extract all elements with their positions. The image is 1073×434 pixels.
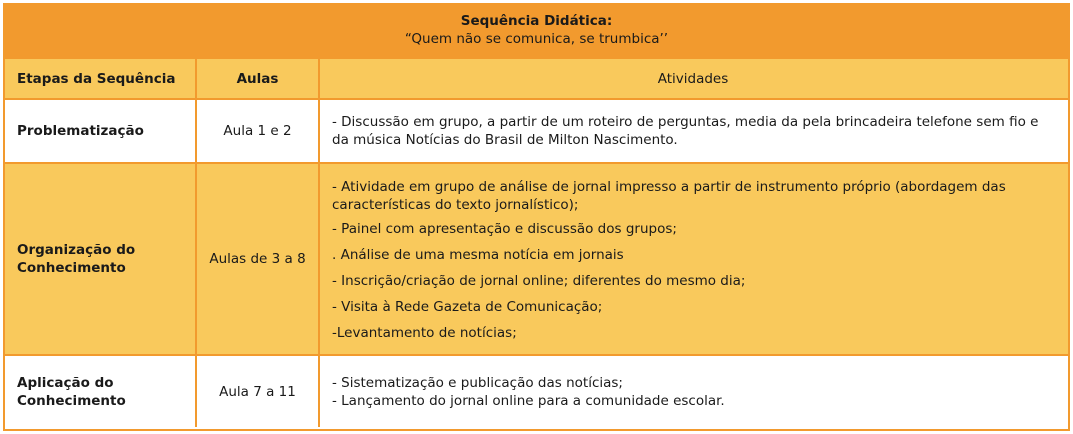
- header-lessons: Aulas: [196, 59, 319, 99]
- lessons-cell: Aula 1 e 2: [196, 99, 319, 163]
- table-row: [5, 163, 1068, 355]
- activity-item: - Sistematização e publicação das notícias;: [332, 374, 623, 391]
- stage-cell: Aplicação do Conhecimento: [5, 355, 196, 427]
- document-table-frame: [3, 3, 1070, 431]
- activity-item: - Painel com apresentação e discussão dos grupos;: [332, 221, 677, 237]
- activities-cell: [319, 355, 1068, 427]
- stage-cell: Problematização: [5, 99, 196, 163]
- lessons-cell: Aulas de 3 a 8: [196, 163, 319, 355]
- header-activities: Atividades: [319, 59, 1068, 99]
- header-stage: Etapas da Sequência: [5, 59, 196, 99]
- didactic-sequence-table: [5, 59, 1068, 427]
- table-title-band: [5, 5, 1068, 59]
- table-row: [5, 99, 1068, 163]
- activity-item: - Visita à Rede Gazeta de Comunicação;: [332, 299, 603, 315]
- table-title: Sequência Didática:: [460, 13, 613, 29]
- activity-item: - Inscrição/criação de jornal online; diferentes do mesmo dia;: [332, 273, 746, 289]
- activities-cell: [319, 99, 1068, 163]
- activity-item: . Análise de uma mesma notícia em jornais: [332, 247, 624, 263]
- lessons-cell: Aula 7 a 11: [196, 355, 319, 427]
- stage-cell: Organização do Conhecimento: [5, 163, 196, 355]
- activity-item: - Lançamento do jornal online para a comunidade escolar.: [332, 392, 725, 409]
- table-header-row: [5, 59, 1068, 99]
- activity-item: - Discussão em grupo, a partir de um roteiro de perguntas, media da pela brincadeira telefone sem fio e da música Notícias do Brasil de Milton Nascimento.: [332, 114, 1039, 148]
- table-row: [5, 355, 1068, 427]
- activity-item: - Atividade em grupo de análise de jornal impresso a partir de instrumento próprio (abordagem das características do texto jornalístico);: [332, 179, 1006, 213]
- table-subtitle: “Quem não se comunica, se trumbica’’: [404, 31, 669, 47]
- activity-item: -Levantamento de notícias;: [332, 325, 517, 341]
- activities-cell: [319, 163, 1068, 355]
